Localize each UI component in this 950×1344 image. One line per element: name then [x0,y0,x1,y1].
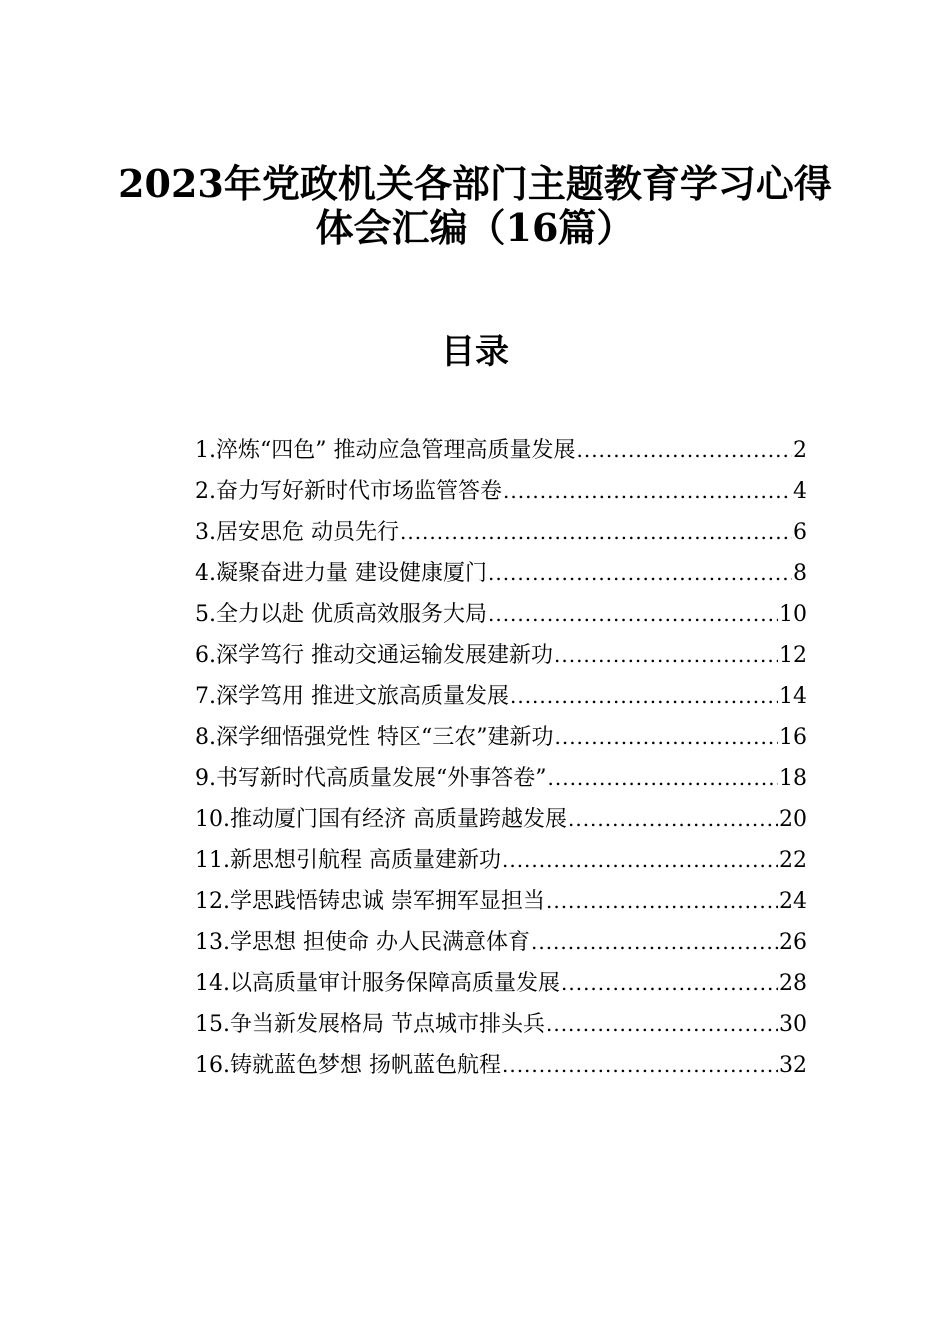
toc-entry-title: 4.凝聚奋进力量 建设健康厦门 [195,561,487,586]
toc-entry-page: 26 [779,930,807,955]
toc-entry-page: 10 [779,602,807,627]
document-title-line-1: 2023年党政机关各部门主题教育学习心得 [118,161,832,206]
toc-entry-page: 32 [779,1053,807,1078]
toc-entry-title: 6.深学笃行 推动交通运输发展建新功 [195,643,553,668]
toc-entry-title: 12.学思践悟铸忠诚 崇军拥军显担当 [195,889,545,914]
toc-entry-8[interactable] [195,717,807,758]
toc-leader-dots [554,635,778,676]
toc-entry-page: 8 [793,561,807,586]
toc-entry-16[interactable] [195,1045,807,1086]
toc-leader-dots [568,799,778,840]
toc-entry-15[interactable] [195,1004,807,1045]
toc-entry-title: 8.深学细悟强党性 特区“三农”建新功 [195,725,554,750]
toc-entry-7[interactable] [195,676,807,717]
toc-leader-dots [531,922,778,963]
toc-leader-dots [488,553,792,594]
toc-entry-page: 6 [793,520,807,545]
toc-entry-page: 30 [779,1012,807,1037]
toc-entry-page: 22 [779,848,807,873]
toc-entry-4[interactable] [195,553,807,594]
toc-entry-13[interactable] [195,922,807,963]
toc-entry-10[interactable] [195,799,807,840]
toc-leader-dots [561,963,778,1004]
toc-entry-5[interactable] [195,594,807,635]
toc-leader-dots [554,717,778,758]
toc-entry-page: 16 [779,725,807,750]
toc-entry-title: 14.以高质量审计服务保障高质量发展 [195,971,560,996]
toc-leader-dots [548,758,779,799]
toc-entry-page: 28 [779,971,807,996]
toc-entry-title: 1.淬炼“四色” 推动应急管理高质量发展 [195,438,576,463]
toc-entry-title: 16.铸就蓝色梦想 扬帆蓝色航程 [195,1053,501,1078]
toc-leader-dots [400,512,792,553]
toc-entry-title: 5.全力以赴 优质高效服务大局 [195,602,487,627]
toc-entry-page: 4 [793,479,807,504]
toc-entry-title: 2.奋力写好新时代市场监管答卷 [195,479,502,504]
toc-entry-page: 12 [779,643,807,668]
toc-leader-dots [488,594,778,635]
toc-entry-title: 10.推动厦门国有经济 高质量跨越发展 [195,807,567,832]
toc-entry-title: 3.居安思危 动员先行 [195,520,399,545]
toc-heading: 目录 [441,332,509,372]
toc-leader-dots [503,471,792,512]
toc-entry-3[interactable] [195,512,807,553]
toc-leader-dots [502,1045,778,1086]
toc-entry-title: 7.深学笃用 推进文旅高质量发展 [195,684,509,709]
document-title-line-2: 体会汇编（16篇） [315,205,635,250]
toc-entry-page: 2 [793,438,807,463]
table-of-contents [195,430,807,1086]
toc-entry-11[interactable] [195,840,807,881]
toc-entry-9[interactable] [195,758,807,799]
toc-entry-6[interactable] [195,635,807,676]
toc-entry-1[interactable] [195,430,807,471]
toc-entry-page: 18 [779,766,807,791]
toc-leader-dots [576,430,792,471]
toc-leader-dots [510,676,778,717]
toc-entry-page: 14 [779,684,807,709]
toc-entry-2[interactable] [195,471,807,512]
toc-leader-dots [546,881,778,922]
toc-entry-title: 13.学思想 担使命 办人民满意体育 [195,930,530,955]
toc-entry-12[interactable] [195,881,807,922]
toc-leader-dots [502,840,778,881]
toc-entry-title: 15.争当新发展格局 节点城市排头兵 [195,1012,545,1037]
toc-entry-page: 20 [779,807,807,832]
toc-entry-14[interactable] [195,963,807,1004]
toc-entry-title: 11.新思想引航程 高质量建新功 [195,848,501,873]
toc-leader-dots [546,1004,778,1045]
toc-entry-page: 24 [779,889,807,914]
toc-entry-title: 9.书写新时代高质量发展“外事答卷” [195,766,547,791]
